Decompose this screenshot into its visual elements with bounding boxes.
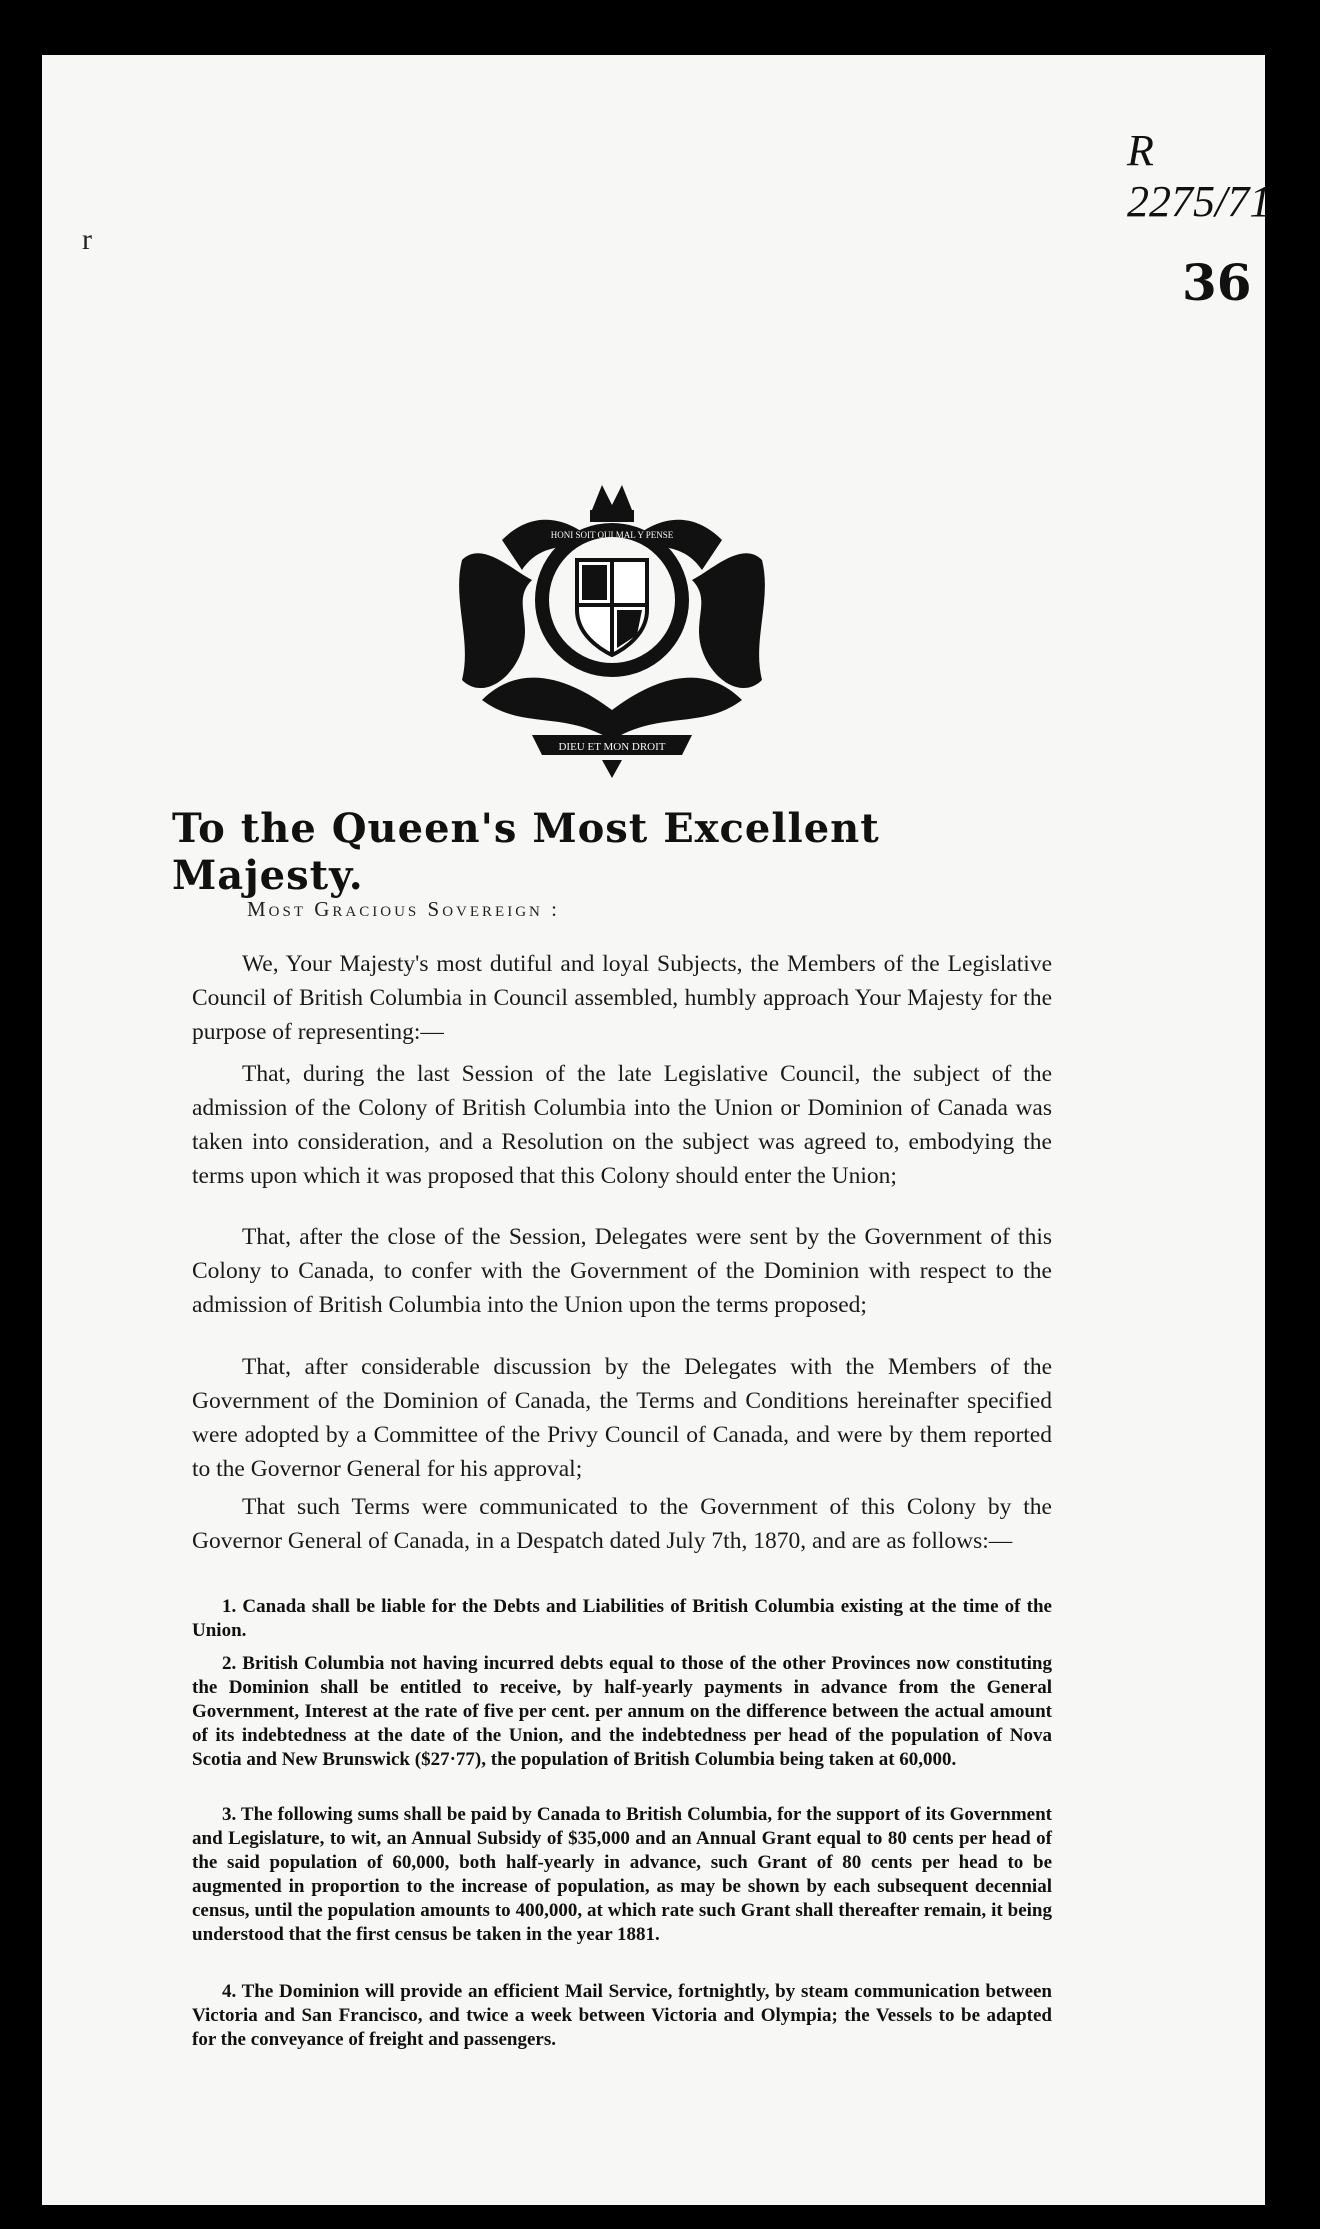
document-page	[42, 55, 1272, 2205]
garter-motto: HONI SOIT QUI MAL Y PENSE	[550, 530, 674, 540]
margin-mark: r	[82, 223, 92, 256]
paragraph-2: That, during the last Session of the late Legislative Council, the subject of the admission of the Colony of British Columbia into the Union or Dominion of Canada was taken into consideration, and a Resolution on the subject was agreed to, embodying the terms upon which it was proposed that this Colony should enter the Union;	[192, 1061, 1052, 1189]
paragraph-5: That such Terms were communicated to the Government of this Colony by the Governor General of Canada, in a Despatch dated July 7th, 1870, and are as follows:—	[192, 1494, 1052, 1554]
archive-reference-mark: R 2275/71	[1127, 126, 1272, 226]
term-3: 3. The following sums shall be paid by Canada to British Columbia, for the support of its Government and Legislature, to wit, an Annual Subsidy of $35,000 and an Annual Grant equal to 80 cents per head of the said population of 60,000, both half-yearly in advance, such Grant of 80 cents per head to be augmented in proportion to the increase of population, as may be shown by each subsequent decennial census, until the population amounts to 400,000, at which rate such Grant shall thereafter remain, it being understood that the first census be taken in the year 1881.	[192, 1804, 1052, 1945]
paragraph-4: That, after considerable discussion by the Delegates with the Members of the Government of the Dominion of Canada, the Terms and Conditions hereinafter specified were adopted by a Committee of the Privy Council of Canada, and were by them reported to the Governor General for his approval;	[192, 1354, 1052, 1482]
term-1: 1. Canada shall be liable for the Debts and Liabilities of British Columbia existing at the time of the Union.	[192, 1596, 1052, 1641]
address-title: To the Queen's Most Excellent Majesty.	[172, 805, 880, 899]
crest-motto: DIEU ET MON DROIT	[558, 741, 666, 753]
page-number: 36	[1182, 253, 1252, 312]
paragraph-1: We, Your Majesty's most dutiful and loyal Subjects, the Members of the Legislative Council of British Columbia in Council assembled, humbly approach Your Majesty for the purpose of representing:—	[192, 951, 1052, 1045]
salutation: Most Gracious Sovereign :	[247, 897, 560, 921]
paragraph-3: That, after the close of the Session, Delegates were sent by the Government of this Colony to Canada, to confer with the Government of the Dominion with respect to the admission of British Columbia into the Union upon the terms proposed;	[192, 1224, 1052, 1318]
royal-coat-of-arms-icon	[442, 480, 782, 780]
term-2: 2. British Columbia not having incurred debts equal to those of the other Provinces now constituting the Dominion shall be entitled to receive, by half-yearly payments in advance from the General Government, Interest at the rate of five per cent. per annum on the difference between the actual amount of its indebtedness at the date of the Union, and the indebtedness per head of the population of Nova Scotia and New Brunswick ($27·77), the population of British Columbia being taken at 60,000.	[192, 1653, 1052, 1770]
term-4: 4. The Dominion will provide an efficient Mail Service, fortnightly, by steam communication between Victoria and San Francisco, and twice a week between Victoria and Olympia; the Vessels to be adapted for the conveyance of freight and passengers.	[192, 1981, 1052, 2050]
